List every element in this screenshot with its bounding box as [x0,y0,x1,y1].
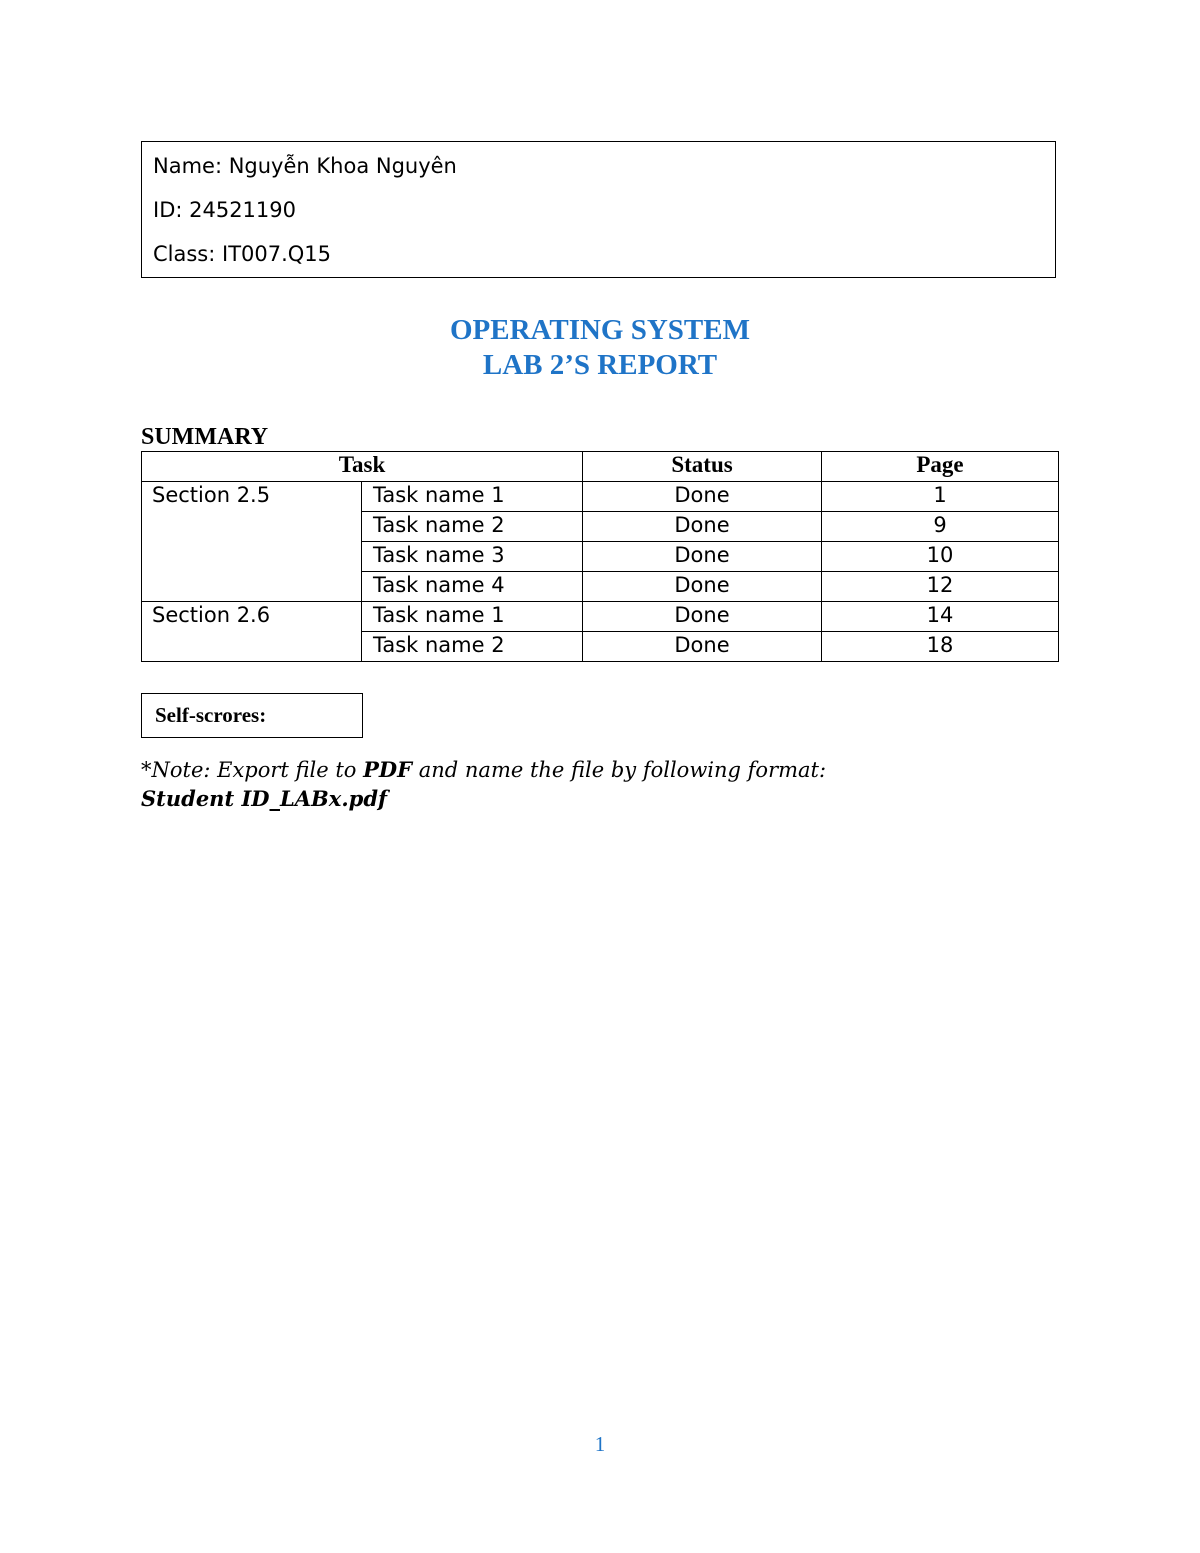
page-cell: 1 [822,482,1059,512]
task-cell: Task name 3 [362,542,583,572]
header-task: Task [142,452,583,482]
section-cell: Section 2.5 [142,482,362,602]
task-cell: Task name 4 [362,572,583,602]
page-cell: 10 [822,542,1059,572]
self-score-box [141,693,363,738]
status-cell: Done [583,572,822,602]
task-cell: Task name 2 [362,512,583,542]
note-prefix: *Note: Export file to [141,758,364,782]
self-score-label: Self-scrores: [155,703,267,727]
status-cell: Done [583,602,822,632]
note-line-2 [141,785,387,813]
note-suffix: and name the file by following format: [412,758,827,782]
page-cell: 18 [822,632,1059,662]
page-cell: 12 [822,572,1059,602]
header-status: Status [583,452,822,482]
page-cell: 9 [822,512,1059,542]
note-line-1 [141,756,826,784]
table-header-row [142,452,1059,482]
student-name: Name: Nguyễn Khoa Nguyên [153,154,457,178]
header-page: Page [822,452,1059,482]
section-cell: Section 2.6 [142,602,362,662]
task-cell: Task name 1 [362,482,583,512]
student-class: Class: IT007.Q15 [153,242,332,266]
status-cell: Done [583,542,822,572]
student-id: ID: 24521190 [153,198,297,222]
note-filename-format: Student ID_LABx.pdf [141,786,388,811]
summary-table [141,451,1059,662]
table-row [142,482,1059,512]
status-cell: Done [583,482,822,512]
student-info-box [141,141,1056,278]
page-number: 1 [594,1432,606,1456]
title-line-2: LAB 2’S REPORT [482,349,718,381]
status-cell: Done [583,512,822,542]
note-format-bold: PDF [363,757,413,782]
title-line-1: OPERATING SYSTEM [450,314,750,346]
summary-heading: SUMMARY [141,424,269,450]
status-cell: Done [583,632,822,662]
task-cell: Task name 2 [362,632,583,662]
task-cell: Task name 1 [362,602,583,632]
page-cell: 14 [822,602,1059,632]
table-row [142,602,1059,632]
